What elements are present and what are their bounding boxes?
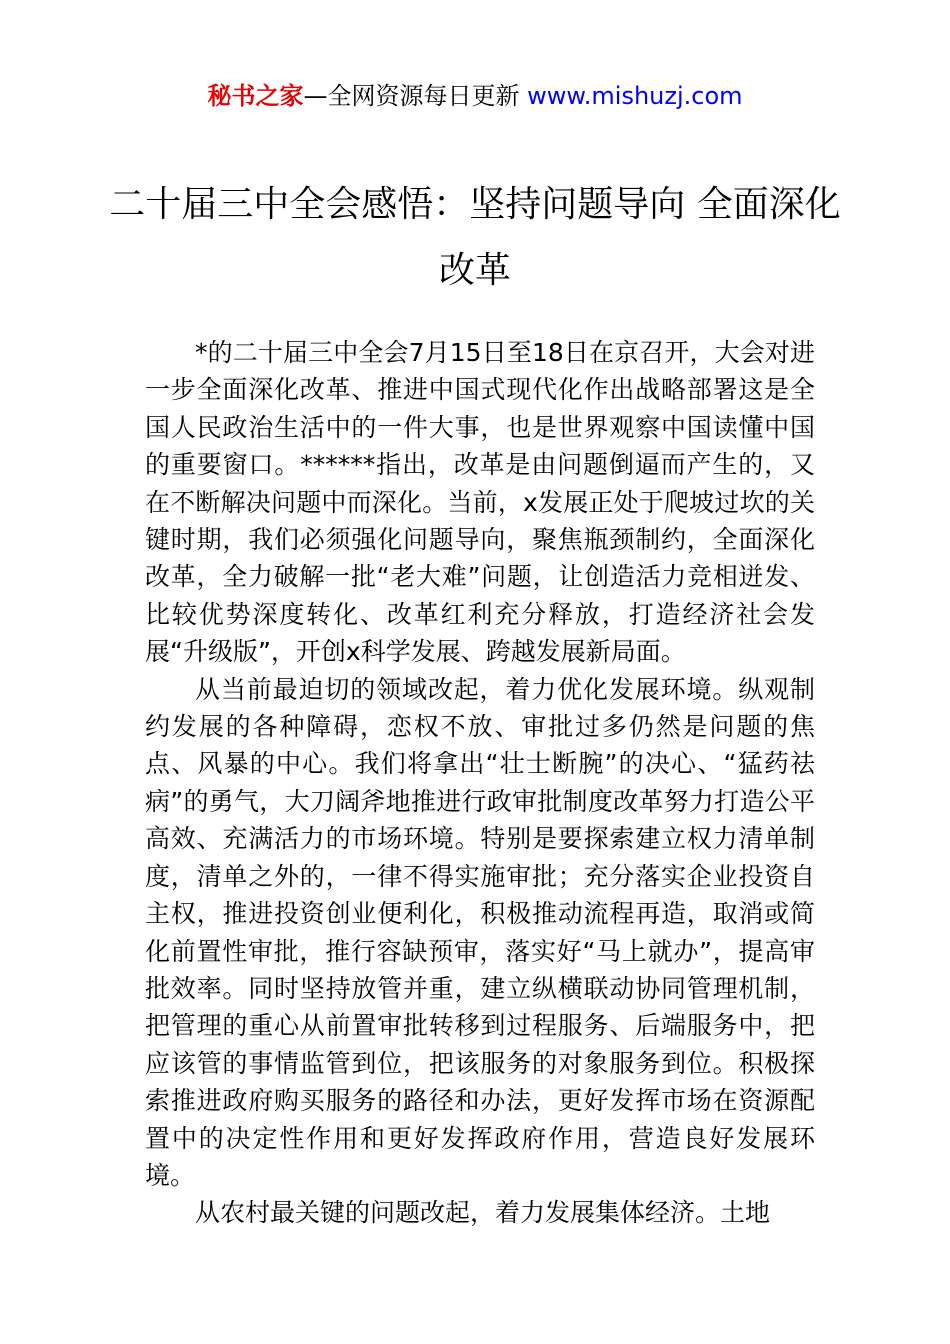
site-header [0, 80, 950, 112]
site-brand: 秘书之家 [207, 82, 304, 110]
document-title: 二十届三中全会感悟：坚持问题导向 全面深化改革 [109, 184, 841, 291]
site-url-link[interactable]: www.mishuzj.com [527, 82, 743, 110]
body-paragraph: *的二十届三中全会7月15日至18日在京召开，大会对进一步全面深化改革、推进中国式现代化作出战略部署这是全国人民政治生活中的一件大事，也是世界观察中国读懂中国的重要窗口。******指出，改革是由问题倒逼而产生的，又在不断解决问题中而深化。当前，x发展正处于爬坡过坎的关键时期，我们必须强化问题导向，聚焦瓶颈制约，全面深化改革，全力破解一批“老大难”问题，让创造活力竞相迸发、比较优势深度转化、改革红利充分释放，打造经济社会发展“升级版”，开创x科学发展、跨越发展新局面。 [145, 338, 815, 667]
document-body [145, 334, 815, 1232]
body-paragraph: 从农村最关键的问题改起，着力发展集体经济。土地 [195, 1198, 771, 1228]
site-slogan: —全网资源每日更新 [303, 82, 528, 110]
body-paragraph: 从当前最迫切的领域改起，着力优化发展环境。纵观制约发展的各种障碍，恋权不放、审批过多仍然是问题的焦点、风暴的中心。我们将拿出“壮士断腕”的决心、“猛药祛病”的勇气，大刀阔斧地推进行政审批制度改革努力打造公平高效、充满活力的市场环境。特别是要探索建立权力清单制度，清单之外的，一律不得实施审批；充分落实企业投资自主权，推进投资创业便利化，积极推动流程再造，取消或简化前置性审批，推行容缺预审，落实好“马上就办”，提高审批效率。同时坚持放管并重，建立纵横联动协同管理机制，把管理的重心从前置审批转移到过程服务、后端服务中，把应该管的事情监管到位，把该服务的对象服务到位。积极探索推进政府购买服务的路径和办法，更好发挥市场在资源配置中的决定性作用和更好发挥政府作用，营造良好发展环境。 [145, 674, 815, 1190]
